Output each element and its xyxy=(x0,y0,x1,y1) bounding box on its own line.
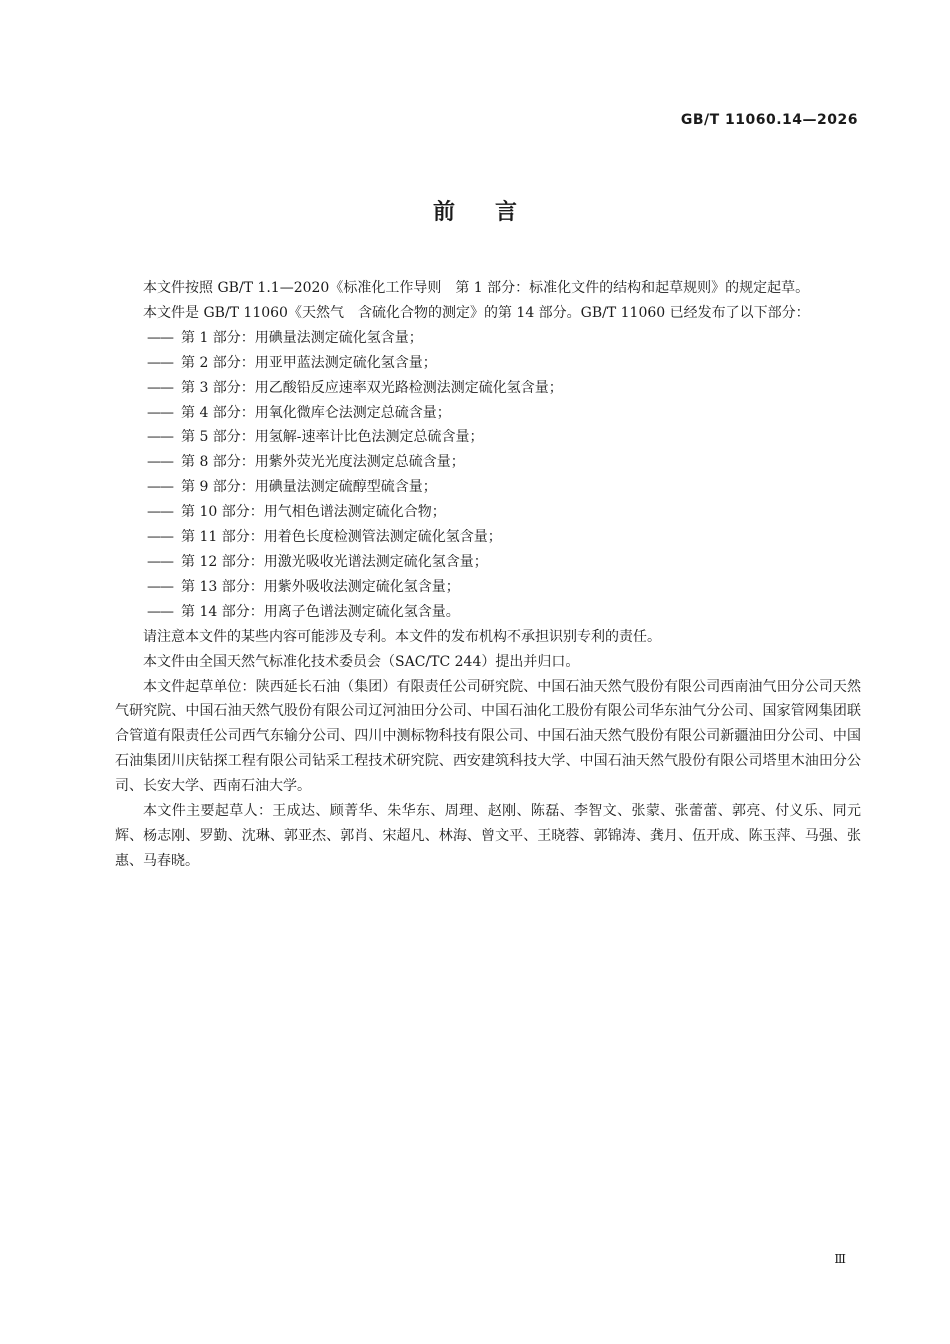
list-item xyxy=(115,500,861,525)
page-title: 前言 xyxy=(432,200,557,225)
list-item-text: 第 13 部分：用紫外吸收法测定硫化氢含量； xyxy=(181,578,460,595)
dash: —— xyxy=(147,603,173,620)
list-item xyxy=(115,326,861,351)
list-item-text: 第 5 部分：用氢解-速率计比色法测定总硫含量； xyxy=(181,429,484,446)
dash: —— xyxy=(147,578,173,595)
paragraph-series-info: 本文件是 GB/T 11060《天然气 含硫化合物的测定》的第 14 部分。GB/T 11060 已经发布了以下部分： xyxy=(143,304,810,321)
list-item xyxy=(115,525,861,550)
list-item-text: 第 2 部分：用亚甲蓝法测定硫化氢含量； xyxy=(181,354,437,371)
dash: —— xyxy=(147,429,173,446)
dash: —— xyxy=(147,329,173,346)
list-item xyxy=(115,475,861,500)
list-item xyxy=(115,600,861,625)
dash: —— xyxy=(147,354,173,371)
page-number: Ⅲ xyxy=(834,1252,846,1266)
list-item xyxy=(115,450,861,475)
paragraph-drafters: 本文件主要起草人：王成达、顾菁华、朱华东、周理、赵刚、陈磊、李智文、张蒙、张蕾蕾、郭亮、付义乐、同元辉、杨志刚、罗勤、沈琳、郭亚杰、郭肖、宋超凡、林海、曾文平、王晓蓉、郭锦涛、龚月、伍开成、陈玉萍、马强、张惠、马春晓。 xyxy=(115,803,861,869)
list-item-text: 第 14 部分：用离子色谱法测定硫化氢含量。 xyxy=(181,603,460,620)
standard-number: GB/T 11060.14—2026 xyxy=(680,112,858,128)
paragraph-drafting-units: 本文件起草单位：陕西延长石油（集团）有限责任公司研究院、中国石油天然气股份有限公司西南油气田分公司天然气研究院、中国石油天然气股份有限公司辽河油田分公司、中国石油化工股份有限公司华东油气分公司、国家管网集团联合管道有限责任公司西气东输分公司、四川中测标物科技有限公司、中国石油天然气股份有限公司新疆油田分公司、中国石油集团川庆钻探工程有限公司钻采工程技术研究院、西安建筑科技大学、中国石油天然气股份有限公司塔里木油田分公司、长安大学、西南石油大学。 xyxy=(115,678,861,795)
list-item-text: 第 10 部分：用气相色谱法测定硫化合物； xyxy=(181,504,446,521)
dash: —— xyxy=(147,404,173,421)
parts-list xyxy=(115,326,861,625)
dash: —— xyxy=(147,479,173,496)
dash: —— xyxy=(147,553,173,570)
list-item xyxy=(115,575,861,600)
document-body xyxy=(115,276,861,874)
dash: —— xyxy=(147,529,173,546)
dash: —— xyxy=(147,379,173,396)
list-item-text: 第 8 部分：用紫外荧光光度法测定总硫含量； xyxy=(181,454,465,471)
list-item xyxy=(115,425,861,450)
list-item xyxy=(115,351,861,376)
list-item-text: 第 3 部分：用乙酸铅反应速率双光路检测法测定硫化氢含量； xyxy=(181,379,563,396)
list-item-text: 第 12 部分：用激光吸收光谱法测定硫化氢含量； xyxy=(181,553,488,570)
dash: —— xyxy=(147,454,173,471)
list-item xyxy=(115,376,861,401)
dash: —— xyxy=(147,504,173,521)
paragraph-proposer: 本文件由全国天然气标准化技术委员会（SAC/TC 244）提出并归口。 xyxy=(143,653,580,670)
list-item-text: 第 1 部分：用碘量法测定硫化氢含量； xyxy=(181,329,423,346)
list-item-text: 第 9 部分：用碘量法测定硫醇型硫含量； xyxy=(181,479,437,496)
paragraph-drafting-rules: 本文件按照 GB/T 1.1—2020《标准化工作导则 第 1 部分：标准化文件的结构和起草规则》的规定起草。 xyxy=(143,280,810,296)
list-item xyxy=(115,401,861,426)
paragraph-patent-notice: 请注意本文件的某些内容可能涉及专利。本文件的发布机构不承担识别专利的责任。 xyxy=(143,628,661,645)
list-item-text: 第 4 部分：用氧化微库仑法测定总硫含量； xyxy=(181,404,451,421)
list-item-text: 第 11 部分：用着色长度检测管法测定硫化氢含量； xyxy=(181,529,502,546)
list-item xyxy=(115,550,861,575)
